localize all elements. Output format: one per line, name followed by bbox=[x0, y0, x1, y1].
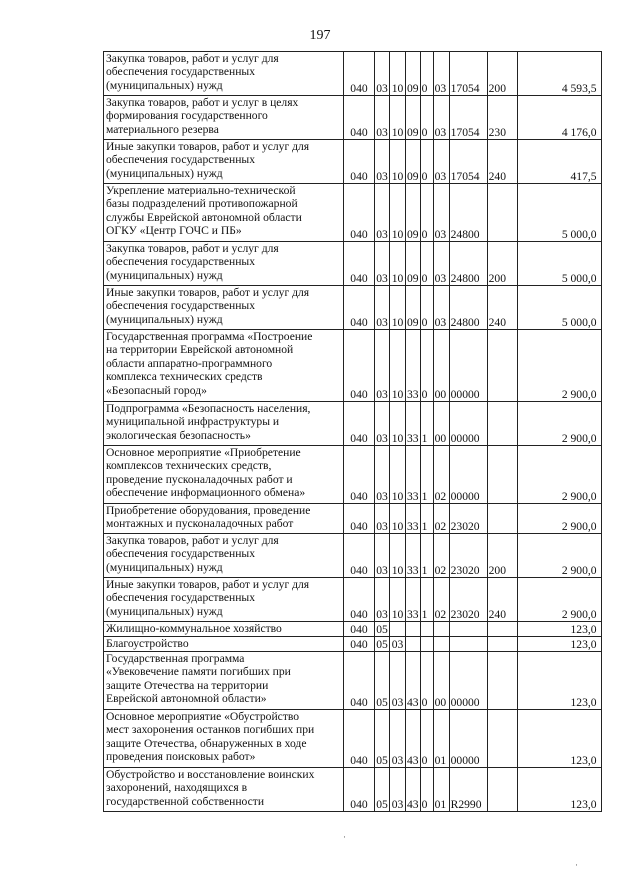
code-grbs: 040 bbox=[344, 652, 375, 710]
code-program: 43 bbox=[406, 652, 421, 710]
code-activity: 02 bbox=[433, 504, 449, 534]
code-activity: 03 bbox=[433, 242, 449, 286]
amount: 123,0 bbox=[517, 652, 601, 710]
code-direction: 00000 bbox=[449, 652, 487, 710]
code-subprogram: 0 bbox=[420, 96, 433, 140]
code-activity: 02 bbox=[433, 446, 449, 504]
table-row bbox=[104, 578, 602, 622]
code-activity: 03 bbox=[433, 96, 449, 140]
code-section: 03 bbox=[375, 140, 390, 184]
scan-speck: · bbox=[343, 832, 346, 842]
code-subsection: 10 bbox=[390, 184, 406, 242]
code-expense-type bbox=[487, 402, 517, 446]
code-section: 03 bbox=[375, 402, 390, 446]
item-name: Иные закупки товаров, работ и услуг для обеспечения государственных (муниципальных) нужд bbox=[104, 578, 344, 622]
code-program: 09 bbox=[406, 96, 421, 140]
code-grbs: 040 bbox=[344, 534, 375, 578]
code-activity: 00 bbox=[433, 652, 449, 710]
table-row bbox=[104, 652, 602, 710]
code-expense-type bbox=[487, 710, 517, 768]
code-subsection: 10 bbox=[390, 52, 406, 96]
code-expense-type bbox=[487, 504, 517, 534]
code-subprogram: 0 bbox=[420, 768, 433, 812]
code-grbs: 040 bbox=[344, 184, 375, 242]
amount: 417,5 bbox=[517, 140, 601, 184]
item-name: Иные закупки товаров, работ и услуг для обеспечения государственных (муниципальных) нужд bbox=[104, 286, 344, 330]
code-section: 03 bbox=[375, 286, 390, 330]
code-grbs: 040 bbox=[344, 140, 375, 184]
table-row bbox=[104, 184, 602, 242]
code-grbs: 040 bbox=[344, 52, 375, 96]
code-subsection: 03 bbox=[390, 710, 406, 768]
item-name: Закупка товаров, работ и услуг для обеспечения государственных (муниципальных) нужд bbox=[104, 242, 344, 286]
code-expense-type: 240 bbox=[487, 140, 517, 184]
code-section: 03 bbox=[375, 52, 390, 96]
code-direction: 24800 bbox=[449, 242, 487, 286]
code-section: 05 bbox=[375, 710, 390, 768]
code-subprogram: 0 bbox=[420, 184, 433, 242]
amount: 123,0 bbox=[517, 768, 601, 812]
code-activity: 01 bbox=[433, 710, 449, 768]
code-section: 03 bbox=[375, 330, 390, 402]
page-number: 197 bbox=[309, 28, 331, 43]
code-subprogram: 1 bbox=[420, 578, 433, 622]
code-section: 03 bbox=[375, 242, 390, 286]
code-subsection: 10 bbox=[390, 242, 406, 286]
table-row bbox=[104, 446, 602, 504]
code-grbs: 040 bbox=[344, 330, 375, 402]
code-direction: 17054 bbox=[449, 140, 487, 184]
code-program: 43 bbox=[406, 768, 421, 812]
item-name: Закупка товаров, работ и услуг для обеспечения государственных (муниципальных) нужд bbox=[104, 52, 344, 96]
code-direction: R2990 bbox=[449, 768, 487, 812]
code-program bbox=[406, 622, 421, 637]
code-direction: 00000 bbox=[449, 446, 487, 504]
code-program: 33 bbox=[406, 578, 421, 622]
code-subprogram: 0 bbox=[420, 710, 433, 768]
code-program: 33 bbox=[406, 504, 421, 534]
code-grbs: 040 bbox=[344, 504, 375, 534]
code-subsection: 10 bbox=[390, 140, 406, 184]
code-expense-type bbox=[487, 330, 517, 402]
item-name: Жилищно-коммунальное хозяйство bbox=[104, 622, 344, 637]
code-expense-type: 200 bbox=[487, 242, 517, 286]
table-row bbox=[104, 330, 602, 402]
code-subsection: 03 bbox=[390, 768, 406, 812]
item-name: Укрепление материально-технической базы подразделений противопожарной службы Еврейской автономной области ОГКУ «Центр ГОЧС и ПБ» bbox=[104, 184, 344, 242]
amount: 2 900,0 bbox=[517, 504, 601, 534]
amount: 2 900,0 bbox=[517, 534, 601, 578]
code-section: 03 bbox=[375, 446, 390, 504]
code-section: 03 bbox=[375, 504, 390, 534]
code-expense-type: 200 bbox=[487, 52, 517, 96]
code-subsection bbox=[390, 622, 406, 637]
table-row bbox=[104, 140, 602, 184]
code-direction: 24800 bbox=[449, 184, 487, 242]
amount: 5 000,0 bbox=[517, 184, 601, 242]
code-grbs: 040 bbox=[344, 710, 375, 768]
code-direction: 00000 bbox=[449, 710, 487, 768]
item-name: Благоустройство bbox=[104, 637, 344, 652]
item-name: Подпрограмма «Безопасность населения, муниципальной инфраструктуры и экологическая безопасность» bbox=[104, 402, 344, 446]
code-program: 09 bbox=[406, 242, 421, 286]
code-subprogram: 1 bbox=[420, 446, 433, 504]
amount: 123,0 bbox=[517, 637, 601, 652]
code-subsection: 03 bbox=[390, 652, 406, 710]
code-activity bbox=[433, 622, 449, 637]
code-direction: 00000 bbox=[449, 402, 487, 446]
code-expense-type bbox=[487, 446, 517, 504]
code-program: 09 bbox=[406, 184, 421, 242]
code-subprogram: 0 bbox=[420, 140, 433, 184]
amount: 123,0 bbox=[517, 710, 601, 768]
code-section: 03 bbox=[375, 184, 390, 242]
amount: 5 000,0 bbox=[517, 242, 601, 286]
code-activity: 00 bbox=[433, 330, 449, 402]
code-expense-type bbox=[487, 622, 517, 637]
code-direction bbox=[449, 637, 487, 652]
item-name: Государственная программа «Увековечение памяти погибших при защите Отечества на территории Еврейской автономной области» bbox=[104, 652, 344, 710]
code-activity: 03 bbox=[433, 52, 449, 96]
code-section: 05 bbox=[376, 637, 388, 651]
code-section: 03 bbox=[375, 96, 390, 140]
code-expense-type: 240 bbox=[487, 578, 517, 622]
code-program: 43 bbox=[406, 710, 421, 768]
code-expense-type bbox=[487, 652, 517, 710]
code-program: 09 bbox=[406, 140, 421, 184]
table-row bbox=[104, 286, 602, 330]
code-expense-type: 240 bbox=[487, 286, 517, 330]
code-grbs: 040 bbox=[344, 242, 375, 286]
code-expense-type: 200 bbox=[487, 534, 517, 578]
code-activity: 03 bbox=[433, 286, 449, 330]
code-subsection: 10 bbox=[390, 504, 406, 534]
code-subsection: 10 bbox=[390, 402, 406, 446]
code-section: 03 bbox=[375, 578, 390, 622]
code-direction: 17054 bbox=[449, 52, 487, 96]
code-program: 09 bbox=[406, 286, 421, 330]
code-subprogram: 0 bbox=[420, 52, 433, 96]
item-name: Иные закупки товаров, работ и услуг для обеспечения государственных (муниципальных) нужд bbox=[104, 140, 344, 184]
table-row bbox=[104, 622, 602, 637]
code-program: 33 bbox=[406, 446, 421, 504]
item-name: Основное мероприятие «Обустройство мест захоронения останков погибших при защите Отечества, обнаруженных в ходе проведения поисковых работ» bbox=[104, 710, 344, 768]
code-direction: 23020 bbox=[449, 534, 487, 578]
code-grbs: 040 bbox=[344, 622, 375, 637]
table-row bbox=[104, 710, 602, 768]
code-grbs: 040 bbox=[344, 446, 375, 504]
code-expense-type: 230 bbox=[487, 96, 517, 140]
code-subsection: 10 bbox=[390, 96, 406, 140]
code-section: 03 bbox=[375, 534, 390, 578]
code-subprogram: 1 bbox=[420, 534, 433, 578]
code-grbs: 040 bbox=[344, 578, 375, 622]
code-activity: 00 bbox=[433, 402, 449, 446]
amount: 5 000,0 bbox=[517, 286, 601, 330]
item-name: Обустройство и восстановление воинских захоронений, находящихся в государственной собственности bbox=[104, 768, 344, 812]
code-section: 05 bbox=[375, 768, 390, 812]
code-grbs: 040 bbox=[344, 637, 375, 652]
code-program bbox=[406, 637, 421, 652]
table-row bbox=[104, 504, 602, 534]
code-section: 05 bbox=[376, 622, 388, 636]
code-subprogram: 0 bbox=[420, 652, 433, 710]
code-direction bbox=[449, 622, 487, 637]
code-program: 09 bbox=[406, 52, 421, 96]
item-name: Государственная программа «Построение на территории Еврейской автономной области аппаратно-программного комплекса технических средств «Безопасный город» bbox=[104, 330, 344, 402]
code-program: 33 bbox=[406, 534, 421, 578]
item-name: Закупка товаров, работ и услуг для обеспечения государственных (муниципальных) нужд bbox=[104, 534, 344, 578]
code-expense-type bbox=[487, 184, 517, 242]
code-expense-type bbox=[487, 637, 517, 652]
budget-table bbox=[103, 51, 602, 812]
code-activity: 02 bbox=[433, 534, 449, 578]
code-grbs: 040 bbox=[344, 402, 375, 446]
code-subprogram: 0 bbox=[420, 242, 433, 286]
code-activity: 03 bbox=[433, 140, 449, 184]
code-subprogram: 0 bbox=[420, 286, 433, 330]
code-subsection: 10 bbox=[390, 534, 406, 578]
table-row bbox=[104, 242, 602, 286]
table-row bbox=[104, 534, 602, 578]
amount: 2 900,0 bbox=[517, 446, 601, 504]
code-subprogram: 0 bbox=[420, 330, 433, 402]
code-direction: 23020 bbox=[449, 578, 487, 622]
code-direction: 00000 bbox=[449, 330, 487, 402]
table-row bbox=[104, 637, 602, 652]
code-subprogram bbox=[420, 637, 433, 652]
code-section: 05 bbox=[375, 652, 390, 710]
item-name: Приобретение оборудования, проведение монтажных и пусконаладочных работ bbox=[104, 504, 344, 534]
item-name: Закупка товаров, работ и услуг в целях формирования государственного материального резерва bbox=[104, 96, 344, 140]
code-grbs: 040 bbox=[344, 768, 375, 812]
code-subsection: 03 bbox=[390, 637, 406, 652]
table-body bbox=[104, 52, 602, 812]
amount: 2 900,0 bbox=[517, 330, 601, 402]
amount: 2 900,0 bbox=[517, 578, 601, 622]
code-activity bbox=[433, 637, 449, 652]
code-grbs: 040 bbox=[344, 286, 375, 330]
amount: 2 900,0 bbox=[517, 402, 601, 446]
scan-speck: · bbox=[575, 860, 578, 870]
code-program: 33 bbox=[406, 402, 421, 446]
table-row bbox=[104, 402, 602, 446]
amount: 4 593,5 bbox=[517, 52, 601, 96]
code-subprogram: 1 bbox=[420, 402, 433, 446]
code-program: 33 bbox=[406, 330, 421, 402]
table-row bbox=[104, 52, 602, 96]
code-expense-type bbox=[487, 768, 517, 812]
table-row bbox=[104, 768, 602, 812]
code-activity: 03 bbox=[433, 184, 449, 242]
table-row bbox=[104, 96, 602, 140]
code-direction: 23020 bbox=[449, 504, 487, 534]
code-direction: 24800 bbox=[449, 286, 487, 330]
code-subsection: 10 bbox=[390, 578, 406, 622]
code-subprogram bbox=[420, 622, 433, 637]
code-activity: 01 bbox=[433, 768, 449, 812]
code-direction: 17054 bbox=[449, 96, 487, 140]
code-activity: 02 bbox=[433, 578, 449, 622]
code-subsection: 10 bbox=[390, 286, 406, 330]
code-grbs: 040 bbox=[344, 96, 375, 140]
amount: 4 176,0 bbox=[517, 96, 601, 140]
amount: 123,0 bbox=[517, 622, 601, 637]
code-subsection: 10 bbox=[390, 330, 406, 402]
item-name: Основное мероприятие «Приобретение комплексов технических средств, проведение пусконаладочных работ и обеспечение информационного обмена» bbox=[104, 446, 344, 504]
code-subprogram: 1 bbox=[420, 504, 433, 534]
code-subsection: 10 bbox=[390, 446, 406, 504]
